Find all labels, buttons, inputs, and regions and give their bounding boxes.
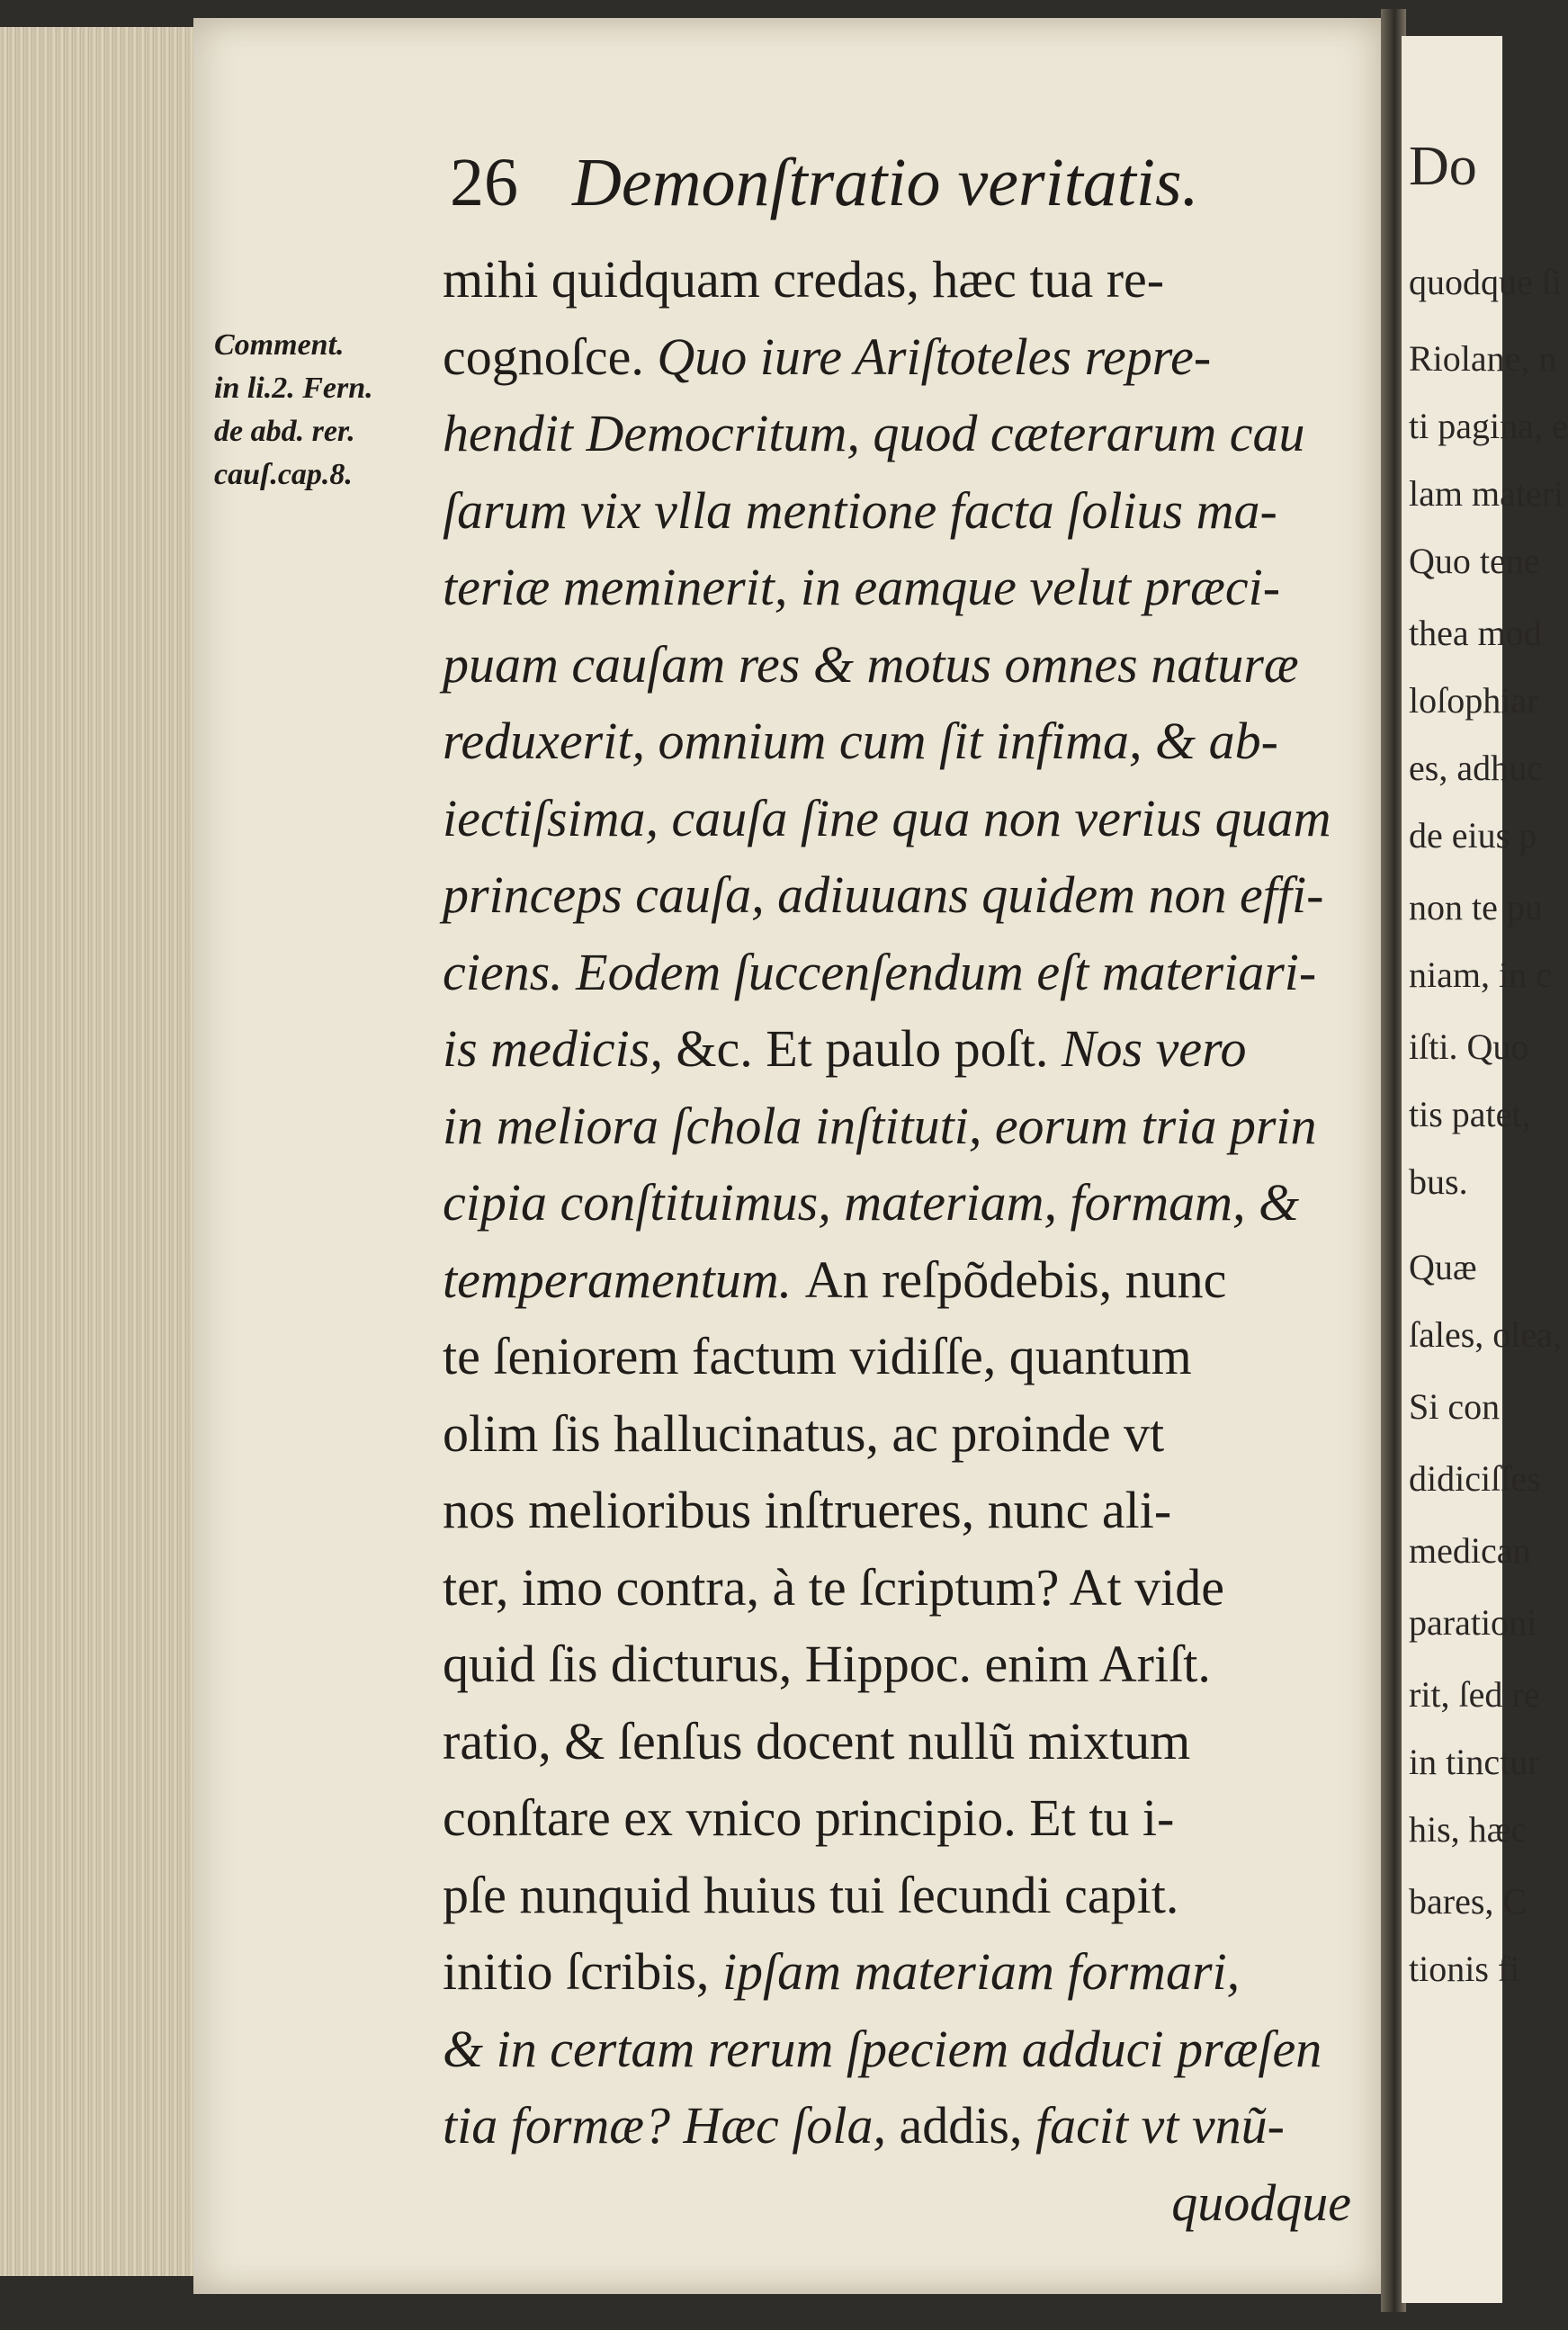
text-line: te ſeniorem factum vidiſſe, quantum: [443, 1327, 1192, 1385]
facing-page-line: Riolane, n: [1409, 338, 1557, 379]
facing-page-line: Quo tene: [1409, 541, 1540, 581]
facing-page-line: parationi: [1409, 1602, 1537, 1643]
text-line: ratio, & ſenſus docent nullũ mixtum: [443, 1711, 1191, 1770]
text-line: conſtare ex vnico principio. Et tu i-: [443, 1788, 1175, 1847]
facing-page-line: tis patet,: [1409, 1094, 1531, 1134]
running-title: Demonſtratio veritatis.: [572, 145, 1199, 220]
italic-run: ipſam materiam formari,: [721, 1942, 1241, 2001]
facing-page-line: non te pu: [1409, 887, 1543, 928]
text-line: in meliora ſchola inſtituti, eorum tria prin: [443, 1096, 1317, 1155]
text-line: ſarum vix vlla mentione facta ſolius ma-: [443, 480, 1277, 540]
text-line: quid ſis dicturus, Hippoc. enim Ariſt.: [443, 1635, 1211, 1693]
facing-page-line: rit, ſed re: [1409, 1674, 1540, 1715]
facing-page-line: lam materi: [1409, 473, 1564, 514]
italic-run: temperamentum.: [443, 1250, 805, 1309]
running-head: [450, 144, 1367, 234]
text-line: princeps cauſa, adiuuans quidem non effi-: [443, 865, 1324, 924]
facing-page-line: quodque ſi: [1409, 262, 1562, 302]
facing-page-line: didiciſſes: [1409, 1458, 1541, 1499]
facing-page-line: es, adhuc: [1409, 748, 1543, 788]
facing-page-line: Si con: [1409, 1386, 1501, 1427]
roman-run: initio ſcribis,: [443, 1942, 722, 2001]
facing-page-line: de eius p: [1409, 815, 1537, 856]
text-line: [443, 1241, 1351, 1319]
italic-run: is medicis,: [443, 1019, 676, 1078]
text-line: hendit Democritum, quod cæterarum cau: [443, 404, 1305, 462]
text-line: puam cauſam res & motus omnes naturæ: [443, 634, 1299, 694]
margin-note-line: in li.2. Fern.: [214, 372, 373, 405]
roman-run: An reſpõdebis, nunc: [804, 1250, 1227, 1309]
italic-run: Quo iure Ariſtoteles repre-: [657, 327, 1212, 386]
text-line: iectiſsima, cauſa ſine qua non verius quam: [443, 788, 1331, 847]
catchword: quodque: [1171, 2173, 1351, 2232]
text-line: nos melioribus inſtrueres, nunc ali-: [443, 1481, 1172, 1539]
text-line: teriæ meminerit, in eamque velut præci-: [443, 558, 1281, 616]
facing-page-line: his, hæc: [1409, 1809, 1528, 1850]
facing-page: [1402, 36, 1568, 2303]
roman-run: addis,: [899, 2096, 1035, 2155]
text-line: [443, 1933, 1351, 2011]
text-line: cipia conſtituimus, materiam, formam, &: [443, 1173, 1300, 1232]
margin-note-line: cauſ.cap.8.: [214, 458, 353, 491]
page-edges: [0, 27, 222, 2276]
roman-run: cognoſce.: [443, 327, 658, 386]
facing-page-line: bus.: [1409, 1161, 1468, 1202]
facing-page-line: thea mod: [1409, 613, 1542, 653]
page-number: 26: [450, 145, 518, 220]
facing-page-line: Do: [1409, 136, 1477, 197]
body-text: [443, 241, 1351, 2241]
facing-page-line: ſales, olea,: [1409, 1314, 1562, 1355]
italic-run: Nos vero: [1061, 1019, 1247, 1078]
facing-page-line: ti pagina, e: [1409, 406, 1568, 446]
facing-page-line: Quæ: [1409, 1247, 1477, 1287]
italic-run: tia formæ? Hæc ſola,: [443, 2096, 900, 2155]
marginal-note: [214, 324, 439, 497]
margin-note-line: de abd. rer.: [214, 415, 355, 448]
text-line: mihi quidquam credas, hæc tua re-: [443, 250, 1165, 309]
facing-page-line: loſophiar: [1409, 680, 1539, 721]
facing-page-line: in tinctur: [1409, 1742, 1540, 1782]
text-line: [443, 2087, 1351, 2164]
text-line: olim ſis hallucinatus, ac proinde vt: [443, 1403, 1165, 1463]
text-line: reduxerit, omnium cum ſit infima, & ab-: [443, 712, 1278, 770]
margin-note-line: Comment.: [214, 328, 345, 362]
roman-run: &c. Et paulo poſt.: [676, 1019, 1062, 1078]
facing-page-line: iſti. Quo: [1409, 1026, 1529, 1067]
facing-page-line: bares, C: [1409, 1881, 1528, 1922]
text-line: pſe nunquid huius tui ſecundi capit.: [443, 1865, 1179, 1924]
text-line: & in certam rerum ſpeciem adduci præſen: [443, 2019, 1322, 2078]
facing-page-line: tionis fi: [1409, 1949, 1520, 1989]
text-line: ciens. Eodem ſuccenſendum eſt materiari-: [443, 942, 1317, 1001]
italic-run: facit vt vnũ-: [1035, 2096, 1285, 2155]
facing-page-line: medican: [1409, 1530, 1531, 1571]
text-line: [443, 1010, 1351, 1088]
text-line: ter, imo contra, à te ſcriptum? At vide: [443, 1557, 1225, 1617]
text-line: [443, 318, 1351, 396]
facing-page-line: niam, in c: [1409, 954, 1552, 995]
